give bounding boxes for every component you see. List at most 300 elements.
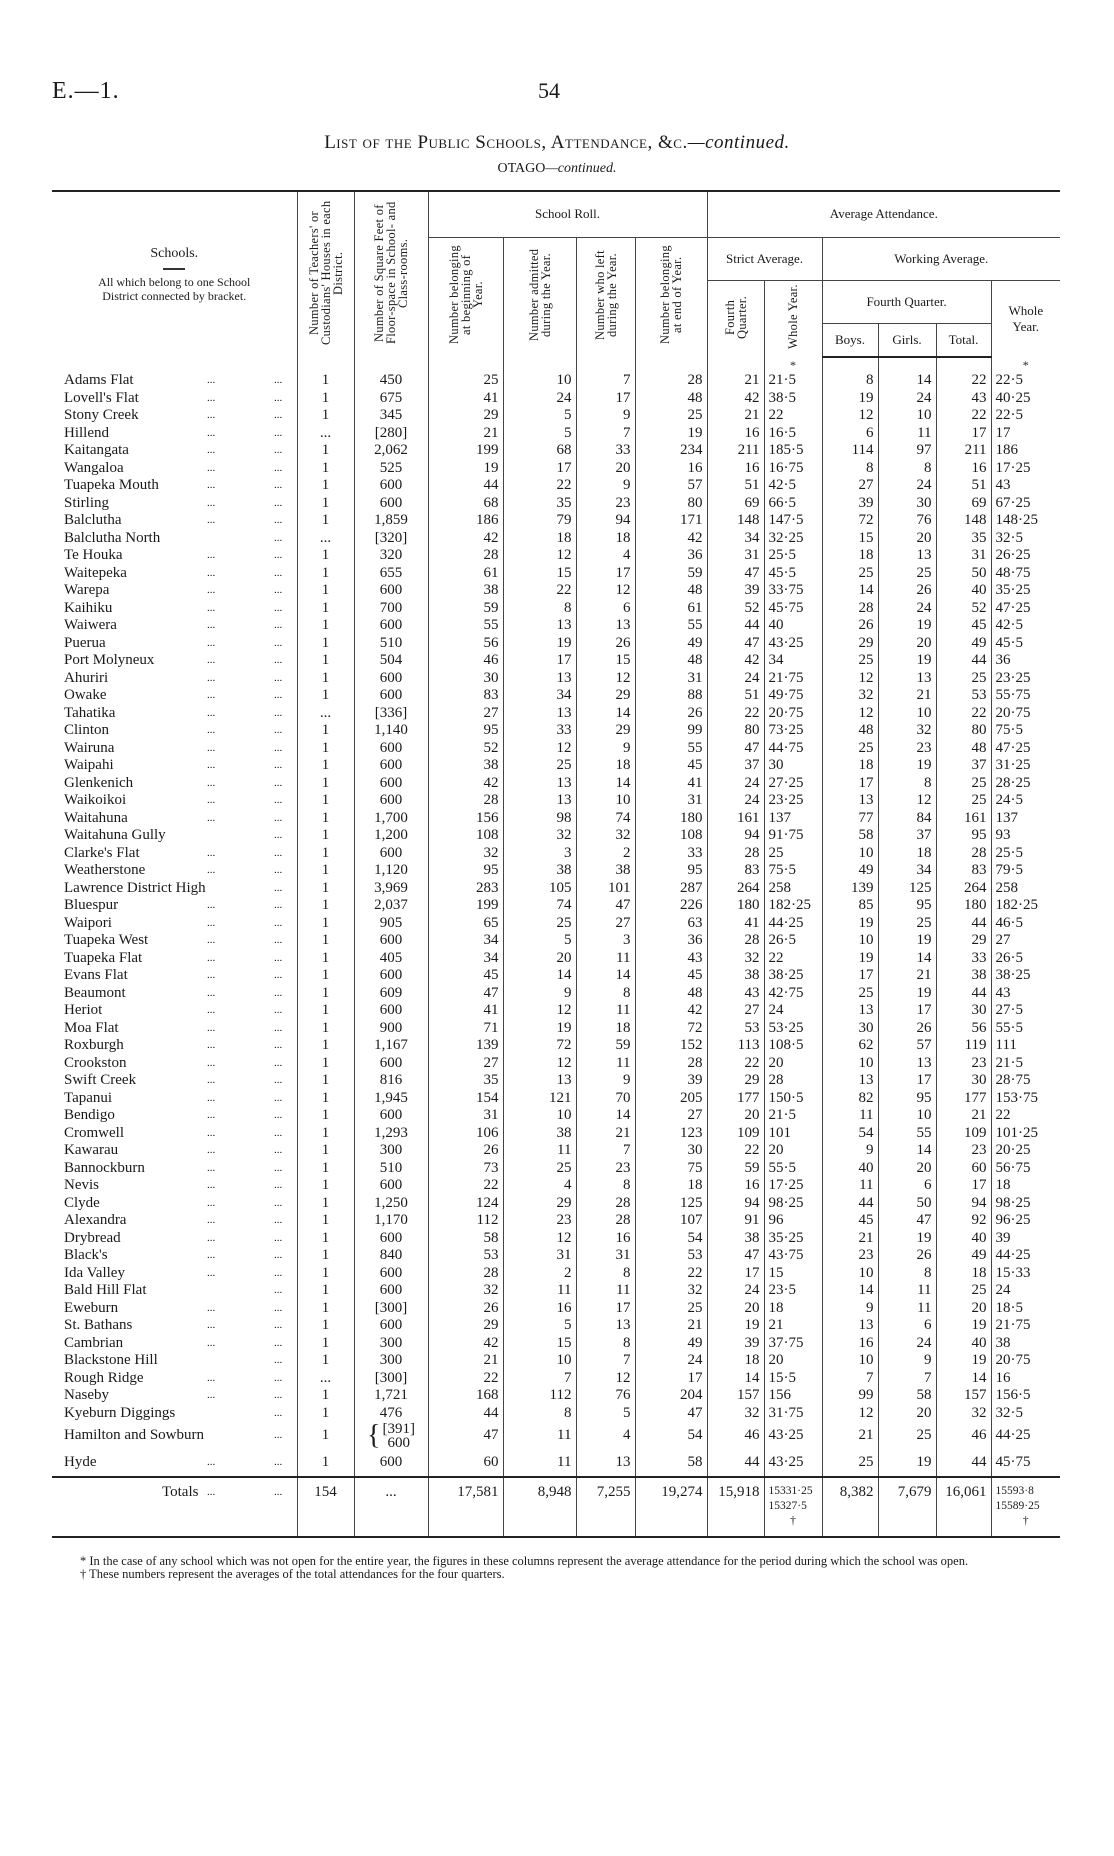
floor-space-cell: 600 <box>354 1055 428 1073</box>
roll-end-cell: 49 <box>635 635 707 653</box>
leader-dots: ... <box>274 1074 283 1086</box>
school-name: Clyde <box>64 1194 100 1211</box>
working-whole-year-cell: 20·75 <box>991 705 1060 723</box>
boys-cell: 54 <box>822 1125 878 1143</box>
working-whole-year-value: 15593·8 <box>995 1485 1034 1497</box>
working-whole-year-cell: 153·75 <box>991 1090 1060 1108</box>
girls-cell: 10 <box>878 705 936 723</box>
school-name-cell <box>52 1195 297 1213</box>
working-whole-year-cell: 21·75 <box>991 1317 1060 1335</box>
girls-cell: 97 <box>878 442 936 460</box>
floor-space-cell: 600 <box>354 792 428 810</box>
footnotes <box>52 1555 1062 1581</box>
girls-cell: 8 <box>878 775 936 793</box>
left-cell: 32 <box>576 827 635 845</box>
roll-begin-cell: 46 <box>428 652 503 670</box>
floor-space-cell: 405 <box>354 950 428 968</box>
girls-cell: 95 <box>878 897 936 915</box>
working-whole-year-cell: 22·5 <box>991 372 1060 390</box>
girls-cell: 11 <box>878 1282 936 1300</box>
school-name-cell <box>52 1335 297 1353</box>
leader-dots: ... <box>207 916 216 929</box>
school-name: Blackstone Hill <box>64 1352 158 1368</box>
header-strict-whole-year <box>764 280 822 357</box>
left-cell: 76 <box>576 1387 635 1405</box>
school-name: Totals <box>162 1484 199 1500</box>
boys-cell: 62 <box>822 1037 878 1055</box>
teachers-houses-cell: 1 <box>297 547 354 565</box>
school-name-cell <box>52 1160 297 1178</box>
boys-cell: 28 <box>822 600 878 618</box>
school-name-cell <box>52 1387 297 1405</box>
school-name-cell <box>52 1090 297 1108</box>
school-name-cell <box>52 932 297 950</box>
table-row <box>52 740 1060 758</box>
working-whole-year-cell: 111 <box>991 1037 1060 1055</box>
working-whole-year-cell: 186 <box>991 442 1060 460</box>
admitted-cell: 3 <box>503 845 576 863</box>
roll-begin-cell: 29 <box>428 1317 503 1335</box>
girls-cell: 23 <box>878 740 936 758</box>
floor-space-cell: 300 <box>354 1142 428 1160</box>
boys-cell: 10 <box>822 1352 878 1370</box>
strict-whole-year-cell: 42·75 <box>764 985 822 1003</box>
table-row <box>52 512 1060 530</box>
working-whole-year-cell: 45·75 <box>991 1450 1060 1477</box>
boys-cell: 10 <box>822 845 878 863</box>
boys-cell: 18 <box>822 547 878 565</box>
boys-cell: 12 <box>822 705 878 723</box>
roll-begin-cell: 28 <box>428 792 503 810</box>
strict-whole-year-cell: 20 <box>764 1055 822 1073</box>
strict-whole-year-cell: 43·25 <box>764 1422 822 1450</box>
floor-space-cell: 476 <box>354 1405 428 1423</box>
leader-dots: ... <box>274 864 283 876</box>
working-whole-year-cell: 40·25 <box>991 390 1060 408</box>
school-name: Bendigo <box>64 1107 115 1123</box>
floor-space-cell: 1,120 <box>354 862 428 880</box>
left-cell: 11 <box>576 1282 635 1300</box>
school-name-cell <box>52 985 297 1003</box>
strict-fourth-quarter-cell: 59 <box>707 1160 764 1178</box>
roll-begin-cell: 108 <box>428 827 503 845</box>
roll-end-cell: 152 <box>635 1037 707 1055</box>
roll-end-cell: 19 <box>635 425 707 443</box>
teachers-houses-cell: 1 <box>297 1387 354 1405</box>
strict-fourth-quarter-cell: 22 <box>707 1142 764 1160</box>
header-text: Number who left during the Year. <box>592 250 619 341</box>
working-whole-year-cell: 22 <box>991 1107 1060 1125</box>
school-name-cell <box>52 512 297 530</box>
teachers-houses-cell: 1 <box>297 722 354 740</box>
header-strict-fourth-quarter <box>707 280 764 357</box>
table-row <box>52 862 1060 880</box>
strict-whole-year-cell: 28 <box>764 1072 822 1090</box>
school-name: Crookston <box>64 1054 127 1071</box>
teachers-houses-cell: 1 <box>297 635 354 653</box>
strict-whole-year-cell: 43·25 <box>764 1450 822 1477</box>
left-cell: 13 <box>576 1317 635 1335</box>
strict-whole-year-cell: 23·5 <box>764 1282 822 1300</box>
school-name-cell <box>52 792 297 810</box>
left-cell: 18 <box>576 1020 635 1038</box>
school-name-cell <box>52 1055 297 1073</box>
strict-whole-year-value: 15331·25 <box>768 1485 813 1497</box>
strict-whole-year-value: 15327·5 <box>768 1500 807 1512</box>
header-school-roll: School Roll. <box>428 191 707 237</box>
school-name: Moa Flat <box>64 1019 119 1036</box>
working-whole-year-cell: 27·5 <box>991 1002 1060 1020</box>
teachers-houses-cell: 1 <box>297 1247 354 1265</box>
leader-dots: ... <box>207 969 216 981</box>
girls-cell: 6 <box>878 1177 936 1195</box>
table-row <box>52 425 1060 443</box>
strict-fourth-quarter-cell: 28 <box>707 932 764 950</box>
roll-end-cell: 30 <box>635 1142 707 1160</box>
school-name: Eweburn <box>64 1299 119 1316</box>
strict-fourth-quarter-cell: 47 <box>707 565 764 583</box>
admitted-cell: 5 <box>503 425 576 443</box>
leader-dots: ... <box>274 514 283 526</box>
boys-cell: 17 <box>822 967 878 985</box>
total-cell: 17 <box>936 425 991 443</box>
strict-fourth-quarter-cell: 32 <box>707 1405 764 1423</box>
strict-whole-year-cell: 156 <box>764 1387 822 1405</box>
roll-end-cell: 61 <box>635 600 707 618</box>
roll-begin-cell: 59 <box>428 600 503 618</box>
table-row <box>52 635 1060 653</box>
teachers-houses-cell: 1 <box>297 827 354 845</box>
leader-dots: ... <box>274 1179 283 1191</box>
strict-whole-year-cell: 150·5 <box>764 1090 822 1108</box>
school-name: Waipahi <box>64 757 114 773</box>
boys-cell: 17 <box>822 775 878 793</box>
roll-begin-cell: 32 <box>428 845 503 863</box>
strict-whole-year-cell: 21·5 <box>764 372 822 390</box>
floor-space-cell: 600 <box>354 1450 428 1477</box>
total-cell: 35 <box>936 530 991 548</box>
asterisk-mark: * <box>991 357 1060 372</box>
school-name: Black's <box>64 1247 108 1263</box>
strict-whole-year-cell: 40 <box>764 617 822 635</box>
floor-space-cell: 1,721 <box>354 1387 428 1405</box>
school-name-cell <box>52 407 297 425</box>
leader-dots: ... <box>274 619 283 631</box>
roll-begin-cell: 42 <box>428 1335 503 1353</box>
girls-cell: 30 <box>878 495 936 513</box>
school-name-cell <box>52 1300 297 1318</box>
total-cell: 45 <box>936 617 991 635</box>
leader-dots: ... <box>274 811 283 824</box>
table-row <box>52 827 1060 845</box>
girls-cell: 19 <box>878 1230 936 1248</box>
left-cell: 4 <box>576 547 635 565</box>
school-name-cell <box>52 477 297 495</box>
left-cell: 94 <box>576 512 635 530</box>
admitted-cell: 11 <box>503 1450 576 1477</box>
left-cell: 8 <box>576 985 635 1003</box>
boys-cell: 10 <box>822 1055 878 1073</box>
strict-fourth-quarter-cell: 28 <box>707 845 764 863</box>
boys-cell: 44 <box>822 1195 878 1213</box>
admitted-cell: 17 <box>503 652 576 670</box>
working-whole-year-cell: 44·25 <box>991 1247 1060 1265</box>
working-whole-year-cell: 48·75 <box>991 565 1060 583</box>
school-name: Waitahuna Gully <box>64 827 166 843</box>
boys-cell: 99 <box>822 1387 878 1405</box>
floor-space-cell: 600 <box>354 1317 428 1335</box>
table-row <box>52 880 1060 898</box>
region-name: OTAGO <box>497 161 546 176</box>
strict-whole-year-cell: 185·5 <box>764 442 822 460</box>
table-row <box>52 460 1060 478</box>
school-name: Nevis <box>64 1177 99 1193</box>
teachers-houses-cell: 1 <box>297 792 354 810</box>
table-row <box>52 1247 1060 1265</box>
dagger-mark: † <box>1022 1515 1029 1527</box>
admitted-cell: 22 <box>503 582 576 600</box>
school-name-cell <box>52 897 297 915</box>
total-cell: 25 <box>936 670 991 688</box>
roll-begin-cell: 44 <box>428 1405 503 1423</box>
boys-cell: 49 <box>822 862 878 880</box>
roll-begin-cell: 53 <box>428 1247 503 1265</box>
roll-end-cell: 27 <box>635 1107 707 1125</box>
total-cell: 22 <box>936 372 991 390</box>
admitted-cell: 5 <box>503 932 576 950</box>
leader-dots: ... <box>207 426 216 439</box>
left-cell: 11 <box>576 950 635 968</box>
total-cell: 44 <box>936 652 991 670</box>
leader-dots: ... <box>207 1214 216 1226</box>
working-whole-year-cell: 43 <box>991 477 1060 495</box>
table-row <box>52 652 1060 670</box>
girls-cell: 13 <box>878 670 936 688</box>
working-whole-year-cell: 35·25 <box>991 582 1060 600</box>
girls-cell: 18 <box>878 845 936 863</box>
boys-cell: 58 <box>822 827 878 845</box>
table-row <box>52 1212 1060 1230</box>
roll-end-cell: 123 <box>635 1125 707 1143</box>
leader-dots: ... <box>274 759 283 771</box>
table-body <box>52 357 1060 1537</box>
roll-end-cell: 48 <box>635 582 707 600</box>
floor-space-value: 600 <box>387 1435 410 1451</box>
roll-end-cell: 108 <box>635 827 707 845</box>
boys-cell: 8 <box>822 372 878 390</box>
admitted-cell: 11 <box>503 1282 576 1300</box>
leader-dots: ... <box>207 549 216 561</box>
leader-dots: ... <box>274 584 283 596</box>
school-name: Hamilton and Sowburn <box>64 1427 204 1444</box>
working-whole-year-cell: 182·25 <box>991 897 1060 915</box>
strict-fourth-quarter-cell: 109 <box>707 1125 764 1143</box>
roll-begin-cell: 34 <box>428 932 503 950</box>
strict-whole-year-cell: 98·25 <box>764 1195 822 1213</box>
table-row <box>52 1142 1060 1160</box>
roll-begin-cell: 21 <box>428 1352 503 1370</box>
school-name-cell <box>52 600 297 618</box>
leader-dots: ... <box>207 759 216 771</box>
school-name: Hillend <box>64 424 109 441</box>
admitted-cell: 19 <box>503 1020 576 1038</box>
leader-dots: ... <box>274 846 283 859</box>
leader-dots: ... <box>274 951 283 964</box>
roll-begin-cell: 38 <box>428 582 503 600</box>
left-cell: 26 <box>576 635 635 653</box>
admitted-cell: 14 <box>503 967 576 985</box>
strict-fourth-quarter-cell: 148 <box>707 512 764 530</box>
leader-dots: ... <box>207 1371 216 1384</box>
total-cell: 37 <box>936 757 991 775</box>
leader-dots: ... <box>274 1161 283 1174</box>
leader-dots: ... <box>207 1161 216 1174</box>
strict-whole-year-cell: 30 <box>764 757 822 775</box>
table-row <box>52 1055 1060 1073</box>
table-row <box>52 915 1060 933</box>
roll-begin-cell: 38 <box>428 757 503 775</box>
strict-whole-year-cell: 20 <box>764 1352 822 1370</box>
left-cell: 14 <box>576 705 635 723</box>
table-row <box>52 1230 1060 1248</box>
school-name-cell <box>52 1405 297 1423</box>
roll-begin-cell: 26 <box>428 1300 503 1318</box>
leader-dots: ... <box>207 1486 216 1498</box>
table-row <box>52 1265 1060 1283</box>
working-whole-year-cell: 31·25 <box>991 757 1060 775</box>
girls-cell: 24 <box>878 600 936 618</box>
footnote-dagger: † These numbers represent the averages of the total attendances for the four quarters. <box>80 1567 505 1581</box>
leader-dots: ... <box>274 601 283 614</box>
strict-whole-year-cell: 27·25 <box>764 775 822 793</box>
leader-dots: ... <box>274 829 283 841</box>
page-number: 54 <box>538 78 560 103</box>
floor-space-cell: 1,293 <box>354 1125 428 1143</box>
strict-whole-year-cell: 25·5 <box>764 547 822 565</box>
boys-cell: 6 <box>822 425 878 443</box>
school-name: Kyeburn Diggings <box>64 1404 176 1421</box>
strict-fourth-quarter-cell: 38 <box>707 967 764 985</box>
girls-cell: 76 <box>878 512 936 530</box>
roll-begin-cell: 56 <box>428 635 503 653</box>
school-name: Tahatika <box>64 704 116 721</box>
table-row <box>52 985 1060 1003</box>
table-row <box>52 582 1060 600</box>
working-whole-year-cell: 24 <box>991 1282 1060 1300</box>
strict-whole-year-cell: 49·75 <box>764 687 822 705</box>
roll-begin-cell: 83 <box>428 687 503 705</box>
working-whole-year-cell: 27 <box>991 932 1060 950</box>
working-whole-year-cell: 55·5 <box>991 1020 1060 1038</box>
total-cell: 16,061 <box>936 1477 991 1537</box>
header-text: Number of Teachers' or Custodians' Houses in each District. <box>306 200 345 345</box>
leader-dots: ... <box>207 654 216 666</box>
left-cell: 33 <box>576 442 635 460</box>
strict-whole-year-cell: 23·25 <box>764 792 822 810</box>
strict-whole-year-cell: 25 <box>764 845 822 863</box>
leader-dots: ... <box>274 374 283 386</box>
strict-fourth-quarter-cell: 83 <box>707 862 764 880</box>
strict-whole-year-cell: 43·75 <box>764 1247 822 1265</box>
leader-dots: ... <box>274 1429 283 1442</box>
table-row <box>52 932 1060 950</box>
roll-end-cell: 180 <box>635 810 707 828</box>
left-cell: 38 <box>576 862 635 880</box>
strict-fourth-quarter-cell: 51 <box>707 477 764 495</box>
teachers-houses-cell: 1 <box>297 1450 354 1477</box>
teachers-houses-cell: 1 <box>297 1125 354 1143</box>
school-name-cell <box>52 1247 297 1265</box>
table-row <box>52 792 1060 810</box>
school-name: Heriot <box>64 1002 103 1018</box>
strict-fourth-quarter-cell: 22 <box>707 1055 764 1073</box>
teachers-houses-cell: 1 <box>297 442 354 460</box>
strict-whole-year-cell: 38·5 <box>764 390 822 408</box>
table-row <box>52 705 1060 723</box>
total-cell: 25 <box>936 792 991 810</box>
admitted-cell: 25 <box>503 915 576 933</box>
table-row <box>52 967 1060 985</box>
working-whole-year-cell <box>991 1477 1060 1537</box>
strict-whole-year-cell: 108·5 <box>764 1037 822 1055</box>
roll-end-cell: 45 <box>635 967 707 985</box>
boys-cell: 29 <box>822 635 878 653</box>
boys-cell: 14 <box>822 582 878 600</box>
admitted-cell: 35 <box>503 495 576 513</box>
school-name-cell <box>52 1020 297 1038</box>
leader-dots: ... <box>207 1179 216 1191</box>
working-whole-year-cell: 28·25 <box>991 775 1060 793</box>
admitted-cell: 72 <box>503 1037 576 1055</box>
roll-begin-cell: 154 <box>428 1090 503 1108</box>
boys-cell: 40 <box>822 1160 878 1178</box>
leader-dots: ... <box>207 846 216 859</box>
school-name: Tuapeka West <box>64 932 149 948</box>
leader-dots: ... <box>274 986 283 999</box>
school-name: Kaihiku <box>64 599 113 616</box>
strict-whole-year-cell: 42·5 <box>764 477 822 495</box>
leader-dots: ... <box>207 1389 216 1401</box>
teachers-houses-cell: 1 <box>297 652 354 670</box>
leader-dots: ... <box>274 1354 283 1366</box>
boys-cell: 8 <box>822 460 878 478</box>
admitted-cell: 13 <box>503 1072 576 1090</box>
teachers-houses-cell: 1 <box>297 390 354 408</box>
roll-end-cell: 45 <box>635 757 707 775</box>
school-name: Glenkenich <box>64 774 134 791</box>
floor-space-cell: 504 <box>354 652 428 670</box>
total-cell: 46 <box>936 1422 991 1450</box>
admitted-cell: 12 <box>503 1230 576 1248</box>
strict-whole-year-cell: 35·25 <box>764 1230 822 1248</box>
admitted-cell: 98 <box>503 810 576 828</box>
roll-end-cell: 31 <box>635 670 707 688</box>
floor-space-cell: 675 <box>354 390 428 408</box>
admitted-cell: 38 <box>503 1125 576 1143</box>
roll-end-cell: 47 <box>635 1405 707 1423</box>
leader-dots: ... <box>274 1231 283 1244</box>
teachers-houses-cell: 1 <box>297 1195 354 1213</box>
strict-fourth-quarter-cell: 24 <box>707 792 764 810</box>
boys-cell: 25 <box>822 1450 878 1477</box>
left-cell: 11 <box>576 1055 635 1073</box>
leader-dots: ... <box>207 619 216 631</box>
boys-cell: 10 <box>822 932 878 950</box>
admitted-cell: 13 <box>503 705 576 723</box>
strict-fourth-quarter-cell: 27 <box>707 1002 764 1020</box>
floor-space-cell: ... <box>354 1477 428 1537</box>
table-row <box>52 687 1060 705</box>
